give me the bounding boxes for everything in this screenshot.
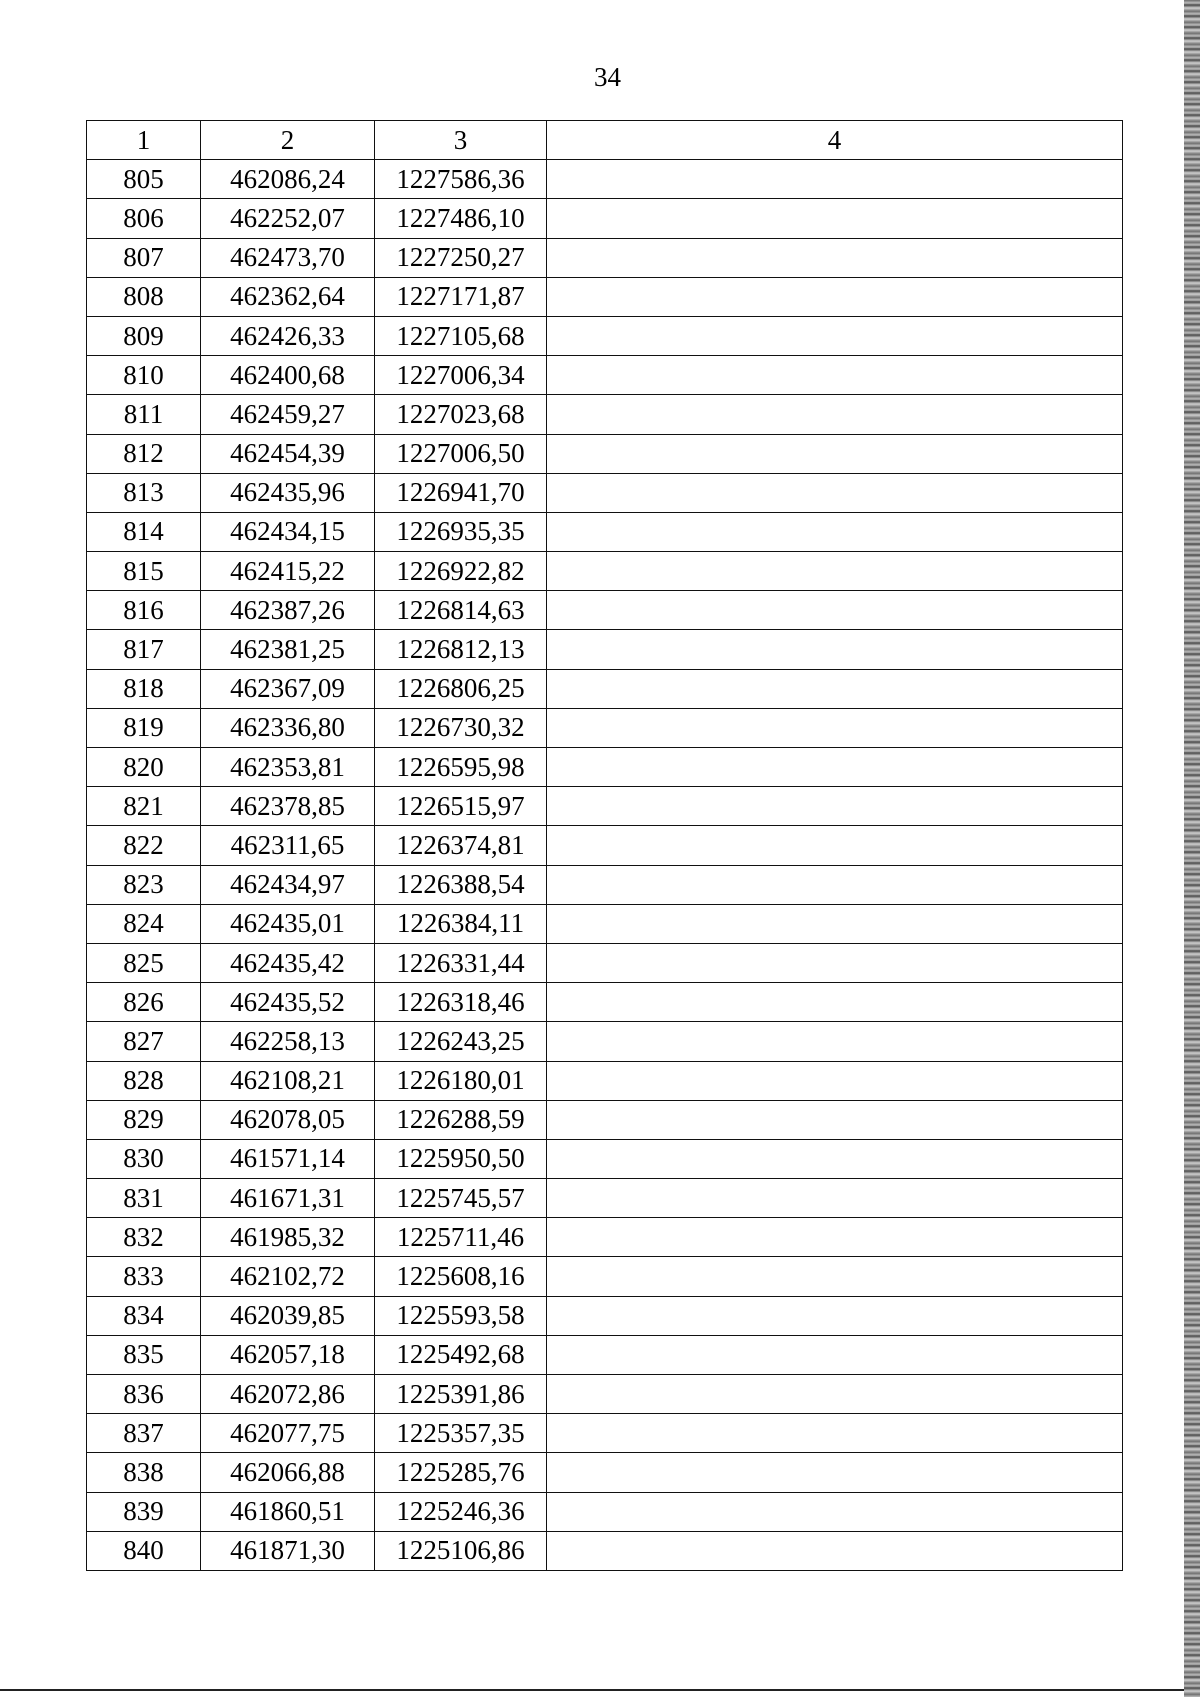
table-row [87,983,1123,1022]
y-coordinate-cell: 1227586,36 [375,160,547,199]
y-coordinate-cell: 1226331,44 [375,943,547,982]
table-row [87,277,1123,316]
point-number-cell: 814 [87,512,201,551]
y-coordinate-cell: 1226812,13 [375,630,547,669]
point-number-cell: 820 [87,748,201,787]
point-number-cell: 816 [87,591,201,630]
description-cell [547,552,1123,591]
table-body [87,160,1123,1571]
point-number-cell: 826 [87,983,201,1022]
header-row [87,121,1123,160]
point-number-cell: 838 [87,1453,201,1492]
point-number-cell: 836 [87,1375,201,1414]
y-coordinate-cell: 1226384,11 [375,904,547,943]
x-coordinate-cell: 462336,80 [201,708,375,747]
x-coordinate-cell: 462077,75 [201,1414,375,1453]
y-coordinate-cell: 1225608,16 [375,1257,547,1296]
x-coordinate-cell: 462367,09 [201,669,375,708]
x-coordinate-cell: 462381,25 [201,630,375,669]
x-coordinate-cell: 462039,85 [201,1296,375,1335]
description-cell [547,983,1123,1022]
y-coordinate-cell: 1225357,35 [375,1414,547,1453]
x-coordinate-cell: 462252,07 [201,199,375,238]
point-number-cell: 835 [87,1335,201,1374]
table-row [87,160,1123,199]
description-cell [547,1100,1123,1139]
description-cell [547,787,1123,826]
table-row [87,1022,1123,1061]
description-cell [547,512,1123,551]
point-number-cell: 823 [87,865,201,904]
description-cell [547,630,1123,669]
description-cell [547,1022,1123,1061]
point-number-cell: 825 [87,943,201,982]
description-cell [547,238,1123,277]
point-number-cell: 805 [87,160,201,199]
y-coordinate-cell: 1225285,76 [375,1453,547,1492]
column-header-1: 1 [87,121,201,160]
table-row [87,1414,1123,1453]
point-number-cell: 811 [87,395,201,434]
x-coordinate-cell: 462434,97 [201,865,375,904]
table-row [87,552,1123,591]
table-row [87,669,1123,708]
description-cell [547,434,1123,473]
point-number-cell: 829 [87,1100,201,1139]
table-row [87,238,1123,277]
y-coordinate-cell: 1226806,25 [375,669,547,708]
table-row [87,473,1123,512]
description-cell [547,1531,1123,1570]
x-coordinate-cell: 462066,88 [201,1453,375,1492]
x-coordinate-cell: 462078,05 [201,1100,375,1139]
description-cell [547,591,1123,630]
y-coordinate-cell: 1226730,32 [375,708,547,747]
x-coordinate-cell: 461860,51 [201,1492,375,1531]
x-coordinate-cell: 462353,81 [201,748,375,787]
table-row [87,356,1123,395]
y-coordinate-cell: 1226595,98 [375,748,547,787]
y-coordinate-cell: 1227105,68 [375,316,547,355]
description-cell [547,1335,1123,1374]
y-coordinate-cell: 1226515,97 [375,787,547,826]
point-number-cell: 834 [87,1296,201,1335]
point-number-cell: 831 [87,1179,201,1218]
point-number-cell: 813 [87,473,201,512]
description-cell [547,395,1123,434]
description-cell [547,277,1123,316]
column-header-4: 4 [547,121,1123,160]
table-row [87,787,1123,826]
table-row [87,943,1123,982]
y-coordinate-cell: 1226814,63 [375,591,547,630]
bottom-rule [0,1689,1184,1691]
y-coordinate-cell: 1225246,36 [375,1492,547,1531]
y-coordinate-cell: 1225106,86 [375,1531,547,1570]
column-header-2: 2 [201,121,375,160]
x-coordinate-cell: 462362,64 [201,277,375,316]
description-cell [547,748,1123,787]
description-cell [547,943,1123,982]
y-coordinate-cell: 1226388,54 [375,865,547,904]
page-number: 34 [594,62,621,92]
x-coordinate-cell: 462434,15 [201,512,375,551]
point-number-cell: 839 [87,1492,201,1531]
table-row [87,1218,1123,1257]
column-header-3: 3 [375,121,547,160]
x-coordinate-cell: 462435,42 [201,943,375,982]
description-cell [547,826,1123,865]
description-cell [547,708,1123,747]
table-row [87,512,1123,551]
description-cell [547,1218,1123,1257]
table-row [87,316,1123,355]
x-coordinate-cell: 461871,30 [201,1531,375,1570]
point-number-cell: 817 [87,630,201,669]
point-number-cell: 840 [87,1531,201,1570]
description-cell [547,1375,1123,1414]
table-row [87,904,1123,943]
table-row [87,1179,1123,1218]
description-cell [547,199,1123,238]
table-row [87,630,1123,669]
point-number-cell: 815 [87,552,201,591]
x-coordinate-cell: 462459,27 [201,395,375,434]
description-cell [547,1453,1123,1492]
table-row [87,1453,1123,1492]
x-coordinate-cell: 462311,65 [201,826,375,865]
description-cell [547,865,1123,904]
point-number-cell: 824 [87,904,201,943]
y-coordinate-cell: 1227023,68 [375,395,547,434]
point-number-cell: 833 [87,1257,201,1296]
table-row [87,1531,1123,1570]
description-cell [547,669,1123,708]
description-cell [547,1296,1123,1335]
point-number-cell: 810 [87,356,201,395]
table-row [87,865,1123,904]
point-number-cell: 828 [87,1061,201,1100]
point-number-cell: 818 [87,669,201,708]
table-row [87,1375,1123,1414]
description-cell [547,1179,1123,1218]
description-cell [547,316,1123,355]
table-row [87,1296,1123,1335]
x-coordinate-cell: 462473,70 [201,238,375,277]
point-number-cell: 807 [87,238,201,277]
description-cell [547,356,1123,395]
point-number-cell: 821 [87,787,201,826]
table-row [87,1492,1123,1531]
x-coordinate-cell: 462435,01 [201,904,375,943]
x-coordinate-cell: 461985,32 [201,1218,375,1257]
y-coordinate-cell: 1226243,25 [375,1022,547,1061]
point-number-cell: 806 [87,199,201,238]
x-coordinate-cell: 462102,72 [201,1257,375,1296]
coordinates-table [86,120,1123,1571]
point-number-cell: 837 [87,1414,201,1453]
y-coordinate-cell: 1227486,10 [375,199,547,238]
table-row [87,1335,1123,1374]
description-cell [547,1492,1123,1531]
x-coordinate-cell: 462454,39 [201,434,375,473]
x-coordinate-cell: 462426,33 [201,316,375,355]
y-coordinate-cell: 1226941,70 [375,473,547,512]
y-coordinate-cell: 1226318,46 [375,983,547,1022]
table-row [87,434,1123,473]
x-coordinate-cell: 462086,24 [201,160,375,199]
y-coordinate-cell: 1227250,27 [375,238,547,277]
x-coordinate-cell: 462400,68 [201,356,375,395]
table-row [87,395,1123,434]
point-number-cell: 808 [87,277,201,316]
point-number-cell: 832 [87,1218,201,1257]
table-row [87,748,1123,787]
x-coordinate-cell: 462258,13 [201,1022,375,1061]
x-coordinate-cell: 461571,14 [201,1139,375,1178]
point-number-cell: 827 [87,1022,201,1061]
y-coordinate-cell: 1226180,01 [375,1061,547,1100]
x-coordinate-cell: 462435,52 [201,983,375,1022]
x-coordinate-cell: 462072,86 [201,1375,375,1414]
point-number-cell: 830 [87,1139,201,1178]
point-number-cell: 812 [87,434,201,473]
x-coordinate-cell: 462415,22 [201,552,375,591]
table-row [87,1257,1123,1296]
y-coordinate-cell: 1226374,81 [375,826,547,865]
y-coordinate-cell: 1227006,50 [375,434,547,473]
scan-edge [1184,0,1200,1697]
description-cell [547,1139,1123,1178]
description-cell [547,473,1123,512]
y-coordinate-cell: 1226935,35 [375,512,547,551]
point-number-cell: 819 [87,708,201,747]
y-coordinate-cell: 1227171,87 [375,277,547,316]
table-row [87,826,1123,865]
point-number-cell: 809 [87,316,201,355]
x-coordinate-cell: 462378,85 [201,787,375,826]
y-coordinate-cell: 1225745,57 [375,1179,547,1218]
y-coordinate-cell: 1226288,59 [375,1100,547,1139]
x-coordinate-cell: 462108,21 [201,1061,375,1100]
y-coordinate-cell: 1225593,58 [375,1296,547,1335]
x-coordinate-cell: 462387,26 [201,591,375,630]
y-coordinate-cell: 1227006,34 [375,356,547,395]
description-cell [547,1061,1123,1100]
description-cell [547,1414,1123,1453]
table-header [87,121,1123,160]
y-coordinate-cell: 1226922,82 [375,552,547,591]
x-coordinate-cell: 461671,31 [201,1179,375,1218]
y-coordinate-cell: 1225711,46 [375,1218,547,1257]
y-coordinate-cell: 1225950,50 [375,1139,547,1178]
description-cell [547,904,1123,943]
table-row [87,1061,1123,1100]
y-coordinate-cell: 1225492,68 [375,1335,547,1374]
x-coordinate-cell: 462435,96 [201,473,375,512]
table-row [87,1100,1123,1139]
description-cell [547,160,1123,199]
y-coordinate-cell: 1225391,86 [375,1375,547,1414]
table-row [87,199,1123,238]
table-row [87,708,1123,747]
point-number-cell: 822 [87,826,201,865]
x-coordinate-cell: 462057,18 [201,1335,375,1374]
table-row [87,1139,1123,1178]
description-cell [547,1257,1123,1296]
table-row [87,591,1123,630]
